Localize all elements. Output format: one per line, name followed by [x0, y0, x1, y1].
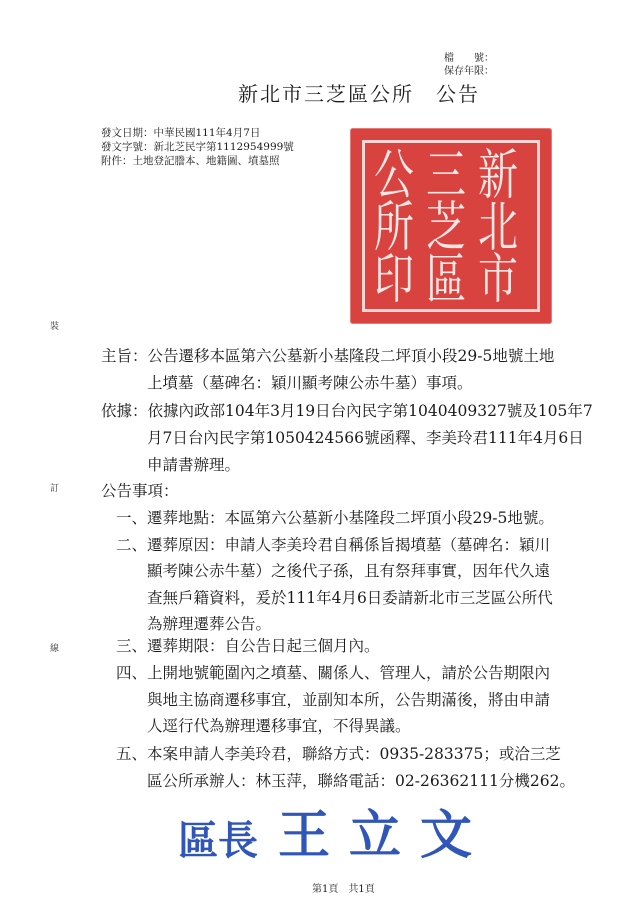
seal-char: 三 [426, 144, 466, 208]
seal-char: 所 [374, 196, 414, 260]
item-line: 三、遷葬期限：自公告日起三個月內。 [116, 637, 380, 655]
basis-line: 申請書辦理。 [147, 456, 241, 474]
signature-title: 區長 [178, 818, 258, 864]
items-heading: 公告事項： [101, 482, 179, 500]
issue-date: 發文日期：中華民國111年4月7日 [101, 127, 261, 139]
signature-name-char: 立 [349, 806, 402, 866]
page-number: 第1頁 共1頁 [312, 884, 375, 895]
subject-line: 主旨：公告遷移本區第六公墓新小基隆段二坪頂小段29-5地號土地 [101, 347, 555, 365]
binding-mark: 線 [50, 644, 60, 654]
item-line: 顯考陳公赤牛墓）之後代子孫，且有祭拜事實，因年代久遠 [147, 562, 551, 580]
item-line: 一、遷葬地點：本區第六公墓新小基隆段二坪頂小段29-5地號。 [116, 509, 554, 527]
item-line: 為辦理遷葬公告。 [147, 615, 272, 633]
attachment-list: 附件：土地登記謄本、地籍圖、墳墓照 [101, 155, 280, 167]
official-seal [350, 128, 552, 324]
item-line: 區公所承辦人：林玉萍，聯絡電話：02-26362111分機262。 [147, 772, 575, 790]
signature-name-char: 王 [278, 806, 331, 866]
binding-mark: 訂 [50, 484, 60, 494]
seal-char: 新 [478, 144, 518, 208]
seal-char: 區 [426, 248, 466, 312]
item-line: 五、本案申請人李美玲君，聯絡方式：0935-283375；或洽三芝 [116, 745, 561, 763]
item-line: 二、遷葬原因：申請人李美玲君自稱係旨揭墳墓（墓碑名：穎川 [116, 536, 551, 554]
item-line: 四、上開地號範圍內之墳墓、關係人、管理人，請於公告期限內 [116, 664, 551, 682]
seal-char: 公 [374, 144, 414, 208]
retention-period-label: 保存年限： [444, 66, 494, 77]
item-line: 人逕行代為辦理遷移事宜，不得異議。 [147, 717, 411, 735]
seal-char: 印 [374, 248, 414, 312]
seal-char: 芝 [426, 196, 466, 260]
seal-char: 市 [478, 248, 518, 312]
item-line: 與地主協商遷移事宜，並副知本所，公告期滿後，將由申請 [147, 691, 551, 709]
item-line: 查無戶籍資料，爰於111年4月6日委請新北市三芝區公所代 [147, 589, 553, 607]
basis-line: 月7日台內民字第1050424566號函釋、李美玲君111年4月6日 [147, 429, 584, 447]
page-title: 新北市三芝區公所 公告 [238, 82, 480, 106]
file-number-label: 檔 號： [444, 53, 494, 64]
signature-name-char: 文 [420, 806, 473, 866]
subject-line: 上墳墓（墓碑名：穎川顯考陳公赤牛墓）事項。 [147, 374, 473, 392]
basis-line: 依據：依據內政部104年3月19日台內民字第1040409327號及105年7 [101, 402, 593, 420]
document-number: 發文字號：新北芝民字第1112954999號 [101, 141, 294, 153]
seal-char: 北 [478, 196, 518, 260]
binding-mark: 裝 [50, 322, 60, 332]
